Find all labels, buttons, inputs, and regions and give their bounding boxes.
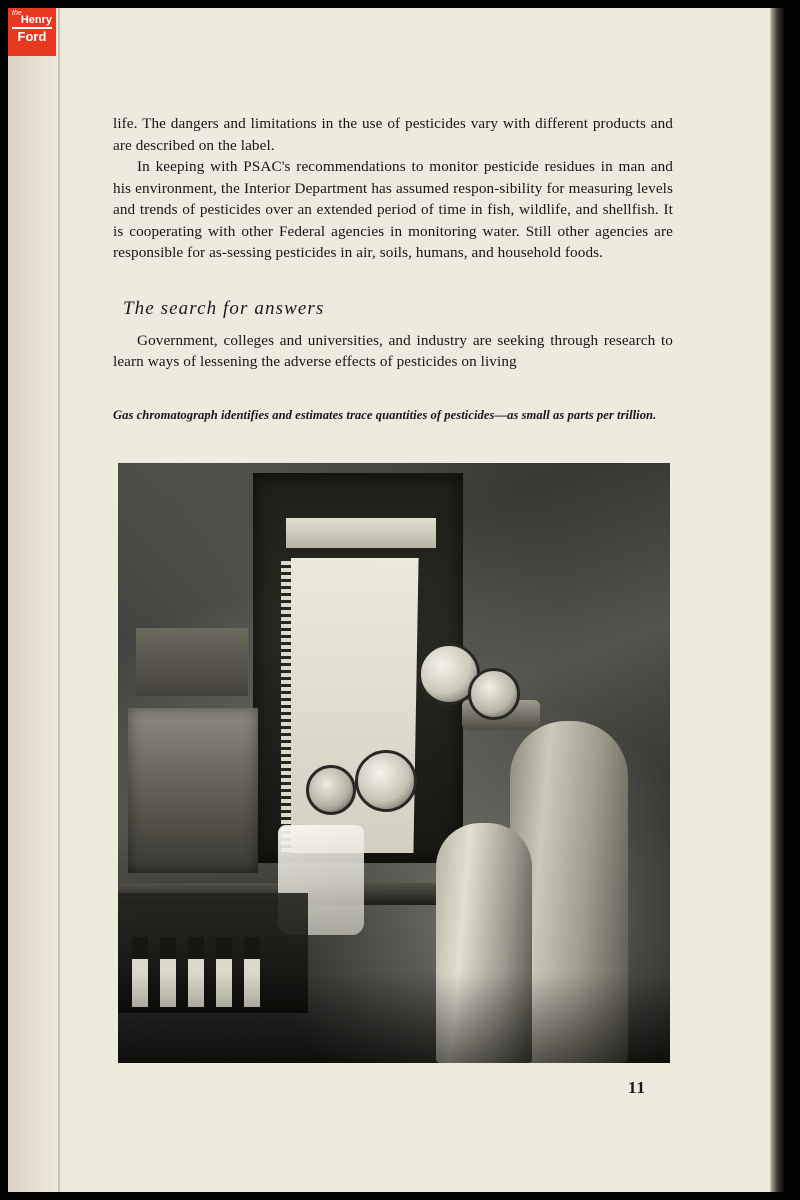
page-number: 11 [628, 1078, 647, 1097]
photo-film-grain [118, 463, 670, 1063]
henry-ford-watermark-logo [8, 8, 56, 56]
paragraph-3: Government, colleges and universities, and industry are seeking through research to learn ways of lessening the adverse effects of pesticides on living [113, 331, 673, 370]
page-scan-area [8, 8, 784, 1192]
page-gutter-edge [58, 8, 61, 1192]
photograph-image [118, 463, 670, 1063]
page-right-edge-shadow [770, 8, 784, 1192]
page-gutter [8, 8, 60, 1192]
logo-henry-text: Henry [20, 14, 52, 26]
section-heading: The search for answers [123, 297, 325, 319]
paragraph-2: In keeping with PSAC's recommendations to monitor pesticide residues in man and his environment, the Interior Department has assumed respon-sibility for measuring levels and trends of pesticides over an extended period of time in fish, wildlife, and shellfish. It is cooperating with other Federal agencies in monitoring water. Still other agencies are responsible for as-sessing pesticides in air, soils, humans, and household foods. [113, 158, 673, 261]
text-column [113, 113, 673, 436]
paragraph-1: life. The dangers and limitations in the use of pesticides vary with different products and are described on the label. [113, 115, 673, 154]
figure-photograph [118, 463, 670, 1063]
logo-ford-text: Ford [12, 27, 52, 43]
figure-caption: Gas chromatograph identifies and estimates trace quantities of pesticides—as small as parts per trillion. [113, 407, 657, 422]
logo-the-text: the [12, 10, 22, 17]
